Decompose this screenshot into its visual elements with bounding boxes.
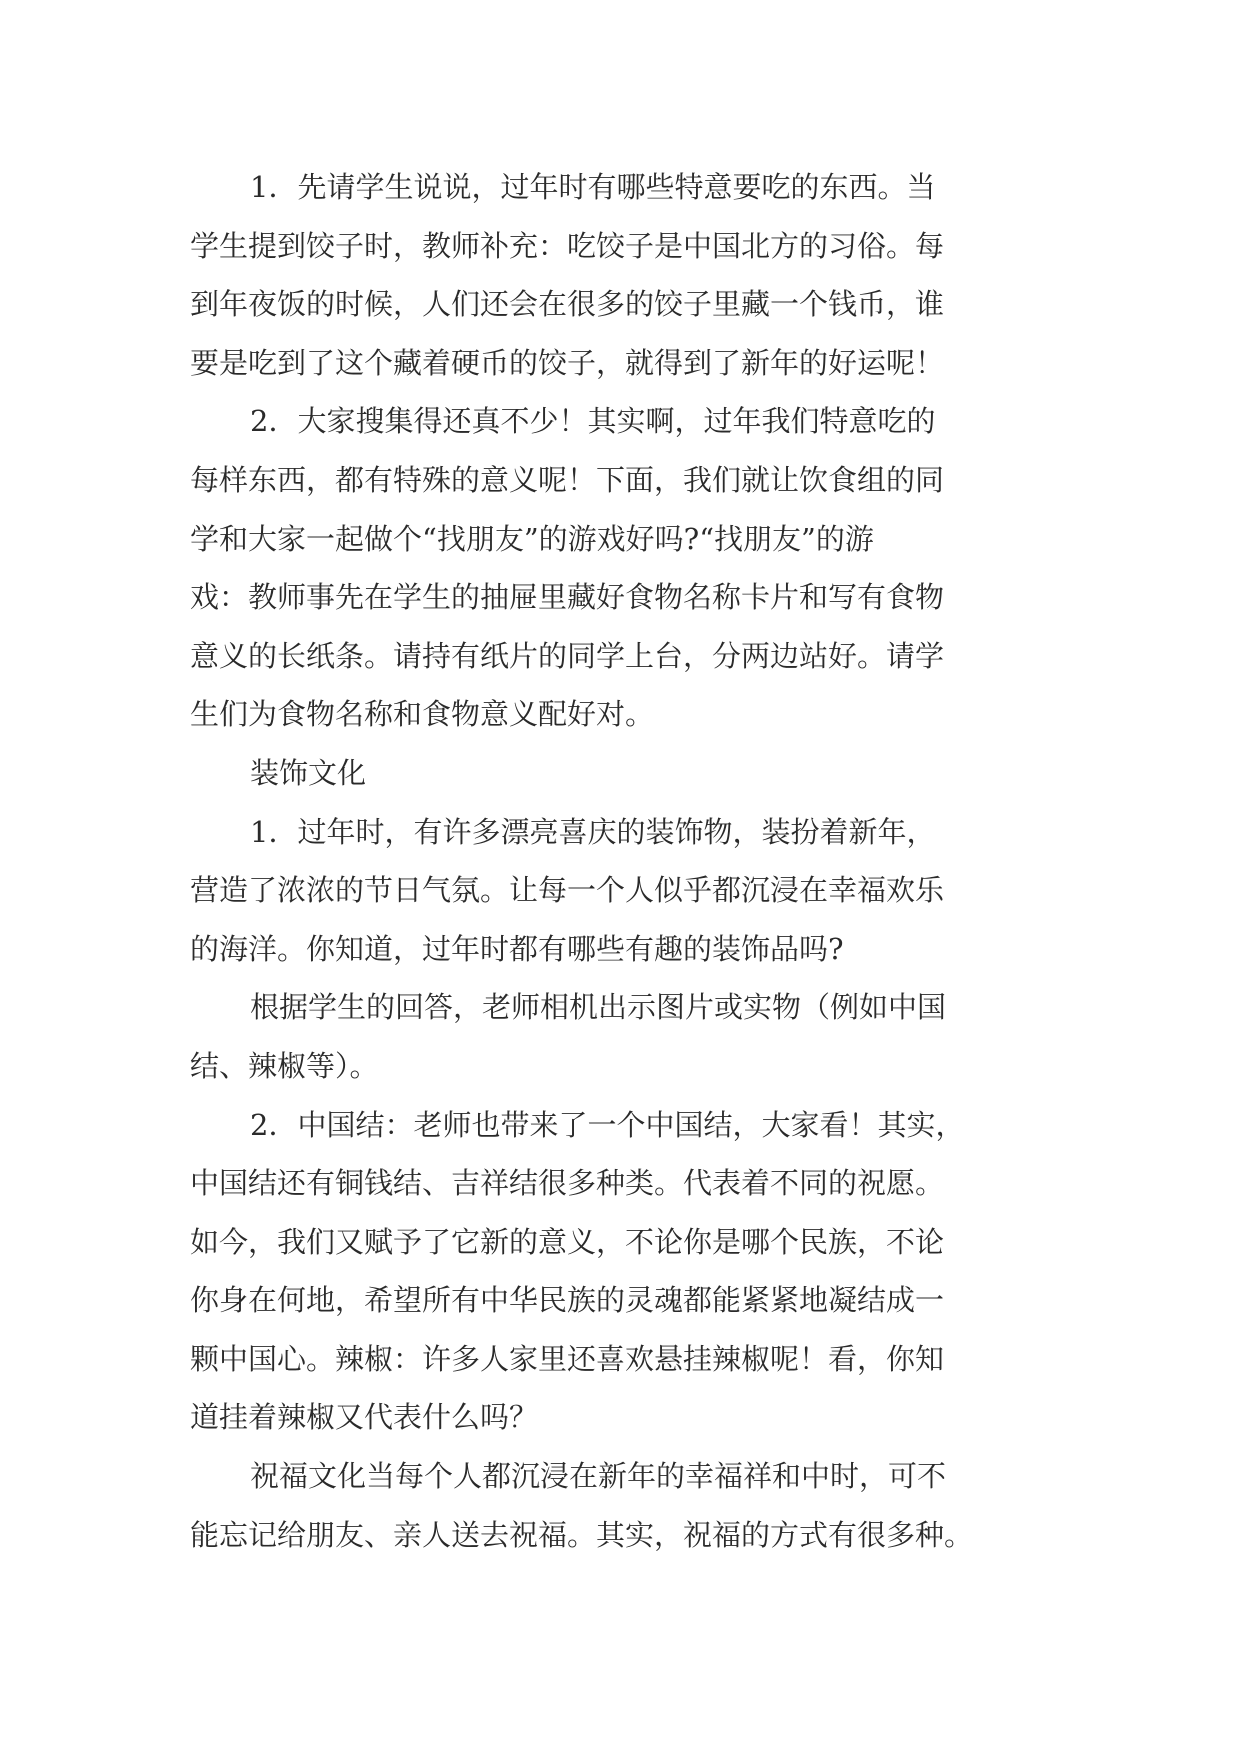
document-body [190,158,1060,1564]
text-line: 颗中国心。辣椒：许多人家里还喜欢悬挂辣椒呢！看，你知 [190,1341,945,1376]
text-line: 2．中国结：老师也带来了一个中国结，大家看！其实， [250,1107,965,1142]
text-line: 中国结还有铜钱结、吉祥结很多种类。代表着不同的祝愿。 [190,1166,945,1201]
text-line: 营造了浓浓的节日气氛。让每一个人似乎都沉浸在幸福欢乐 [190,873,945,908]
text-line: 意义的长纸条。请持有纸片的同学上台，分两边站好。请学 [190,638,945,673]
text-line: 如今，我们又赋予了它新的意义，不论你是哪个民族，不论 [190,1224,945,1259]
text-line: 1．过年时，有许多漂亮喜庆的装饰物，装扮着新年， [250,814,936,849]
text-line: 生们为食物名称和食物意义配好对。 [190,697,655,732]
text-line: 能忘记给朋友、亲人送去祝福。其实，祝福的方式有很多种。 [190,1517,974,1552]
text-line: 到年夜饭的时候，人们还会在很多的饺子里藏一个钱币，谁 [190,287,945,322]
text-line: 1．先请学生说说，过年时有哪些特意要吃的东西。当 [250,170,936,204]
text-line: 你身在何地，希望所有中华民族的灵魂都能紧紧地凝结成一 [190,1283,945,1318]
text-line: 学生提到饺子时，教师补充：吃饺子是中国北方的习俗。每 [190,228,945,263]
text-line: 结、辣椒等）。 [190,1048,379,1083]
text-line: 2．大家搜集得还真不少！其实啊，过年我们特意吃的 [250,404,936,439]
text-line: 的海洋。你知道，过年时都有哪些有趣的装饰品吗? [190,931,844,966]
text-line: 要是吃到了这个藏着硬币的饺子，就得到了新年的好运呢！ [190,345,945,380]
text-line: 祝福文化当每个人都沉浸在新年的幸福祥和中时，可不 [250,1459,947,1494]
text-line: 每样东西，都有特殊的意义呢！下面，我们就让饮食组的同 [190,462,945,497]
section-heading: 装饰文化 [250,755,367,790]
text-line: 戏：教师事先在学生的抽屉里藏好食物名称卡片和写有食物 [190,580,945,615]
text-line: 根据学生的回答，老师相机出示图片或实物（例如中国 [250,990,947,1025]
text-line: 学和大家一起做个“找朋友”的游戏好吗?“找朋友”的游 [190,521,874,556]
text-line: 道挂着辣椒又代表什么吗？ [190,1400,539,1435]
